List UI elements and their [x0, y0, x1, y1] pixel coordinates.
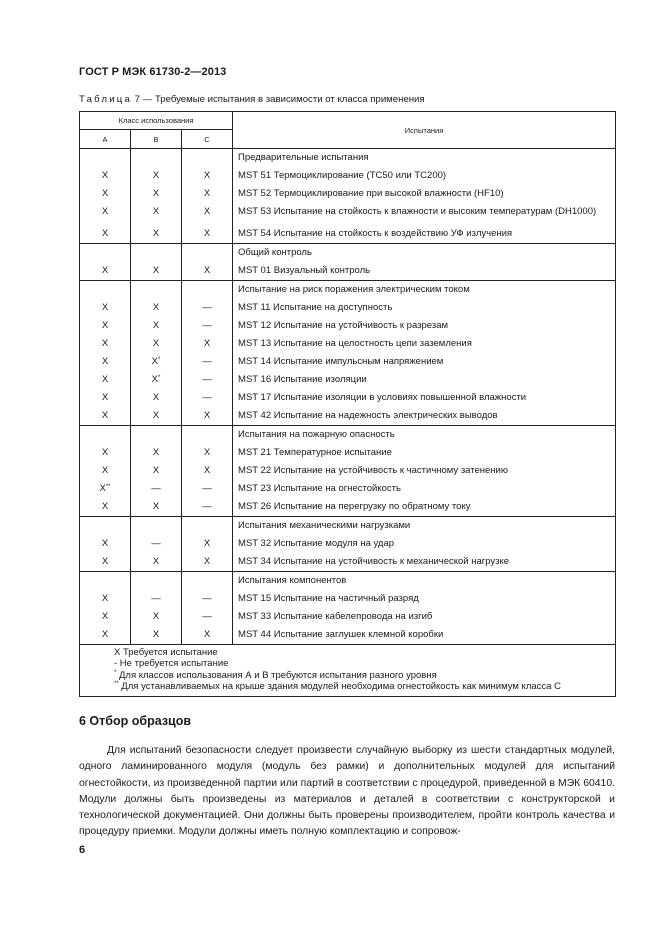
class-c-value: X: [203, 170, 211, 181]
class-c-cell: [182, 498, 233, 517]
class-b-cell: [131, 626, 182, 645]
class-a-cell: [80, 407, 131, 426]
class-c-cell: [182, 371, 233, 389]
section-title: Испытание на риск поражения электрическим током: [233, 281, 616, 300]
class-c-cell: [182, 626, 233, 645]
class-b-value: X: [151, 374, 158, 385]
class-c-value: —: [202, 593, 212, 604]
class-b-cell: [131, 590, 182, 608]
class-b-cell: [131, 167, 182, 185]
note-mark: *: [114, 669, 117, 676]
class-a-cell: [80, 335, 131, 353]
class-b-value: X: [152, 206, 160, 217]
class-b-cell: [131, 462, 182, 480]
note-line: [114, 647, 615, 658]
class-a-cell: [80, 626, 131, 645]
class-c-value: X: [203, 265, 211, 276]
class-c-cell: [182, 590, 233, 608]
class-b-value: X: [152, 465, 160, 476]
class-b-value: X: [152, 228, 160, 239]
section-title-row: [80, 572, 616, 591]
empty-cell: [131, 281, 182, 300]
test-name: MST 44 Испытание заглушек клемной коробки: [233, 626, 616, 645]
test-name: MST 52 Термоциклирование при высокой влажности (HF10): [233, 185, 616, 203]
section-body: Для испытаний безопасности следует произвести случайную выборку из шести стандартных модулей, одного ламинированного модуля (модуль без рамки) и дополнительных модулей для испытаний огнестойкости, из произведенной партии или партий в соответствии с процедурой, приведенной в МЭК 60410. Модули должны быть произведены из материалов и деталей в соответствии с конструкторской и технологической документацией. Они должны быть проверены производителем, пройти контроль качества и процедуру приемки. Модули должны иметь полную комплектацию и сопровож-: [79, 745, 615, 838]
empty-cell: [182, 517, 233, 536]
test-name: MST 54 Испытание на стойкость к воздействию УФ излучения: [233, 225, 616, 244]
class-c-value: X: [203, 338, 211, 349]
notes-row: [80, 645, 616, 697]
tests-header: Испытания: [233, 112, 616, 149]
class-a-value: X: [101, 170, 109, 181]
test-name: MST 32 Испытание модуля на удар: [233, 535, 616, 553]
class-c-cell: [182, 335, 233, 353]
empty-cell: [131, 572, 182, 591]
class-b-value: —: [151, 538, 161, 549]
footnote-mark: *: [158, 375, 161, 381]
class-b-cell: [131, 262, 182, 281]
class-a-cell: [80, 535, 131, 553]
table-row: [80, 389, 616, 407]
class-b-cell: [131, 225, 182, 244]
class-b-cell: [131, 317, 182, 335]
class-c-cell: [182, 167, 233, 185]
test-name: MST 01 Визуальный контроль: [233, 262, 616, 281]
table-row: [80, 167, 616, 185]
table-caption-label: Таблица: [79, 94, 133, 105]
empty-cell: [80, 517, 131, 536]
table-row: [80, 225, 616, 244]
section-title-row: [80, 426, 616, 445]
section-title: Общий контроль: [233, 244, 616, 263]
class-c-cell: [182, 299, 233, 317]
note-line: [114, 658, 615, 669]
class-b-value: X: [152, 188, 160, 199]
class-a-cell: [80, 167, 131, 185]
class-a-value: X: [101, 188, 109, 199]
note-text: - Не требуется испытание: [114, 658, 229, 670]
test-name: MST 42 Испытание на надежность электрических выводов: [233, 407, 616, 426]
column-header-a: А: [80, 130, 131, 149]
class-c-cell: [182, 262, 233, 281]
class-c-value: —: [202, 483, 212, 494]
section-title-row: [80, 149, 616, 168]
class-c-value: X: [203, 538, 211, 549]
class-a-cell: [80, 462, 131, 480]
class-c-cell: [182, 203, 233, 225]
class-c-value: X: [203, 228, 211, 239]
test-name: MST 51 Термоциклирование (ТС50 или ТС200): [233, 167, 616, 185]
class-c-cell: [182, 389, 233, 407]
table-row: [80, 335, 616, 353]
section-title: Предварительные испытания: [233, 149, 616, 168]
class-a-cell: [80, 299, 131, 317]
class-b-cell: [131, 299, 182, 317]
table-notes: [80, 645, 615, 696]
class-b-value: X: [152, 447, 160, 458]
class-b-cell: [131, 389, 182, 407]
class-c-value: X: [203, 188, 211, 199]
test-name: MST 34 Испытание на устойчивость к механической нагрузке: [233, 553, 616, 572]
empty-cell: [182, 281, 233, 300]
class-b-cell: [131, 335, 182, 353]
section-heading: 6 Отбор образцов: [79, 714, 192, 728]
class-a-cell: [80, 225, 131, 244]
test-name: MST 11 Испытание на доступность: [233, 299, 616, 317]
class-b-cell: [131, 407, 182, 426]
class-c-cell: [182, 225, 233, 244]
class-a-value: X: [101, 410, 109, 421]
table-row: [80, 462, 616, 480]
table-row: [80, 626, 616, 645]
class-a-value: X: [101, 374, 109, 385]
empty-cell: [80, 572, 131, 591]
test-name: MST 33 Испытание кабелепровода на изгиб: [233, 608, 616, 626]
table-row: [80, 444, 616, 462]
empty-cell: [182, 572, 233, 591]
empty-cell: [131, 149, 182, 168]
class-b-value: —: [151, 593, 161, 604]
class-a-cell: [80, 389, 131, 407]
class-c-value: X: [203, 629, 211, 640]
class-c-cell: [182, 553, 233, 572]
column-header-b: В: [131, 130, 182, 149]
class-a-value: X: [101, 356, 109, 367]
table-row: [80, 608, 616, 626]
class-a-value: X: [101, 320, 109, 331]
class-c-cell: [182, 480, 233, 498]
footnote-mark: **: [105, 484, 111, 490]
test-name: MST 53 Испытание на стойкость к влажности и высоким температурам (DH1000): [233, 203, 616, 225]
note-line: [114, 681, 615, 692]
section-title-row: [80, 517, 616, 536]
class-a-cell: [80, 444, 131, 462]
class-a-cell: [80, 371, 131, 389]
class-a-value: X: [101, 302, 109, 313]
table-row: [80, 203, 616, 225]
class-c-value: —: [202, 302, 212, 313]
class-c-value: X: [203, 465, 211, 476]
table-row: [80, 407, 616, 426]
class-a-cell: [80, 608, 131, 626]
class-b-cell: [131, 444, 182, 462]
document-header: ГОСТ Р МЭК 61730-2—2013: [79, 66, 227, 78]
test-name: MST 26 Испытание на перегрузку по обратному току: [233, 498, 616, 517]
class-c-cell: [182, 353, 233, 371]
class-b-cell: [131, 203, 182, 225]
class-c-cell: [182, 462, 233, 480]
class-b-value: X: [152, 320, 160, 331]
class-b-value: X: [152, 170, 160, 181]
empty-cell: [182, 244, 233, 263]
class-c-value: —: [202, 501, 212, 512]
table-row: [80, 262, 616, 281]
class-b-cell: [131, 185, 182, 203]
class-c-cell: [182, 535, 233, 553]
table-row: [80, 553, 616, 572]
test-name: MST 14 Испытание импульсным напряжением: [233, 353, 616, 371]
section-title-row: [80, 281, 616, 300]
table-row: [80, 185, 616, 203]
table-row: [80, 371, 616, 389]
test-name: MST 17 Испытание изоляции в условиях повышенной влажности: [233, 389, 616, 407]
class-a-value: X: [101, 228, 109, 239]
class-c-value: —: [202, 320, 212, 331]
class-c-value: —: [202, 374, 212, 385]
class-b-cell: [131, 608, 182, 626]
table-row: [80, 480, 616, 498]
empty-cell: [80, 426, 131, 445]
class-a-value: X: [101, 538, 109, 549]
test-name: MST 22 Испытание на устойчивость к частичному затенению: [233, 462, 616, 480]
class-b-cell: [131, 498, 182, 517]
class-a-value: X: [101, 465, 109, 476]
class-b-value: X: [151, 356, 158, 367]
class-a-cell: [80, 203, 131, 225]
class-c-value: —: [202, 611, 212, 622]
class-b-value: X: [152, 501, 160, 512]
class-c-value: —: [202, 392, 212, 403]
class-a-value: X: [101, 593, 109, 604]
test-name: MST 21 Температурное испытание: [233, 444, 616, 462]
test-name: MST 13 Испытание на целостность цепи заземления: [233, 335, 616, 353]
empty-cell: [80, 149, 131, 168]
class-b-value: X: [152, 629, 160, 640]
class-a-value: X: [101, 447, 109, 458]
class-c-cell: [182, 317, 233, 335]
class-b-value: X: [152, 410, 160, 421]
test-name: MST 15 Испытание на частичный разряд: [233, 590, 616, 608]
class-a-value: X: [101, 501, 109, 512]
section-title-row: [80, 244, 616, 263]
class-a-cell: [80, 498, 131, 517]
class-a-cell: [80, 590, 131, 608]
class-a-value: X: [101, 206, 109, 217]
column-header-c: С: [182, 130, 233, 149]
class-c-value: X: [203, 447, 211, 458]
table-row: [80, 498, 616, 517]
page-number: 6: [79, 844, 86, 856]
empty-cell: [131, 517, 182, 536]
note-text: Для классов использования А и В требуются испытания разного уровня: [116, 669, 437, 681]
class-b-value: X: [152, 302, 160, 313]
section-title: Испытания на пожарную опасность: [233, 426, 616, 445]
test-name: MST 23 Испытание на огнестойкость: [233, 480, 616, 498]
note-text: X Требуется испытание: [114, 647, 218, 658]
empty-cell: [80, 244, 131, 263]
class-a-value: X: [101, 611, 109, 622]
table-row: [80, 535, 616, 553]
class-b-value: X: [152, 265, 160, 276]
class-c-cell: [182, 608, 233, 626]
class-a-cell: [80, 353, 131, 371]
class-a-value: X: [101, 556, 109, 567]
class-b-cell: [131, 353, 182, 371]
note-mark: **: [114, 680, 119, 687]
test-name: MST 12 Испытание на устойчивость к разрезам: [233, 317, 616, 335]
class-a-cell: [80, 317, 131, 335]
table-row: [80, 299, 616, 317]
empty-cell: [182, 426, 233, 445]
class-b-value: X: [152, 338, 160, 349]
class-a-value: X: [101, 629, 109, 640]
class-a-value: X: [101, 265, 109, 276]
notes-cell: [80, 645, 616, 697]
requirements-table: [79, 111, 616, 697]
class-a-value: X: [101, 338, 109, 349]
class-a-cell: [80, 553, 131, 572]
class-c-value: X: [203, 410, 211, 421]
table-row: [80, 353, 616, 371]
table-row: [80, 317, 616, 335]
class-b-cell: [131, 553, 182, 572]
class-c-value: —: [202, 356, 212, 367]
class-a-value: X: [99, 483, 106, 494]
usage-class-header: Класс использования: [80, 112, 233, 130]
class-a-cell: [80, 262, 131, 281]
empty-cell: [182, 149, 233, 168]
empty-cell: [131, 426, 182, 445]
class-c-value: X: [203, 556, 211, 567]
footnote-mark: *: [158, 357, 161, 363]
class-c-cell: [182, 444, 233, 462]
section-title: Испытания компонентов: [233, 572, 616, 591]
class-a-cell: [80, 185, 131, 203]
class-b-value: X: [152, 556, 160, 567]
class-b-value: —: [151, 483, 161, 494]
class-c-value: X: [203, 206, 211, 217]
class-b-value: X: [152, 611, 160, 622]
class-a-cell: [80, 480, 131, 498]
note-line: [114, 670, 615, 681]
empty-cell: [131, 244, 182, 263]
class-b-cell: [131, 535, 182, 553]
note-text: Для устанавливаемых на крыше здания модулей необходима огнестойкость как минимум класса С: [118, 680, 561, 692]
table-caption-text: 7 — Требуемые испытания в зависимости от класса применения: [132, 94, 425, 105]
empty-cell: [80, 281, 131, 300]
section-title: Испытания механическими нагрузками: [233, 517, 616, 536]
table-caption: [79, 94, 425, 105]
class-c-cell: [182, 407, 233, 426]
class-b-cell: [131, 371, 182, 389]
test-name: MST 16 Испытание изоляции: [233, 371, 616, 389]
table-row: [80, 590, 616, 608]
class-b-value: X: [152, 392, 160, 403]
class-a-value: X: [101, 392, 109, 403]
class-c-cell: [182, 185, 233, 203]
class-b-cell: [131, 480, 182, 498]
